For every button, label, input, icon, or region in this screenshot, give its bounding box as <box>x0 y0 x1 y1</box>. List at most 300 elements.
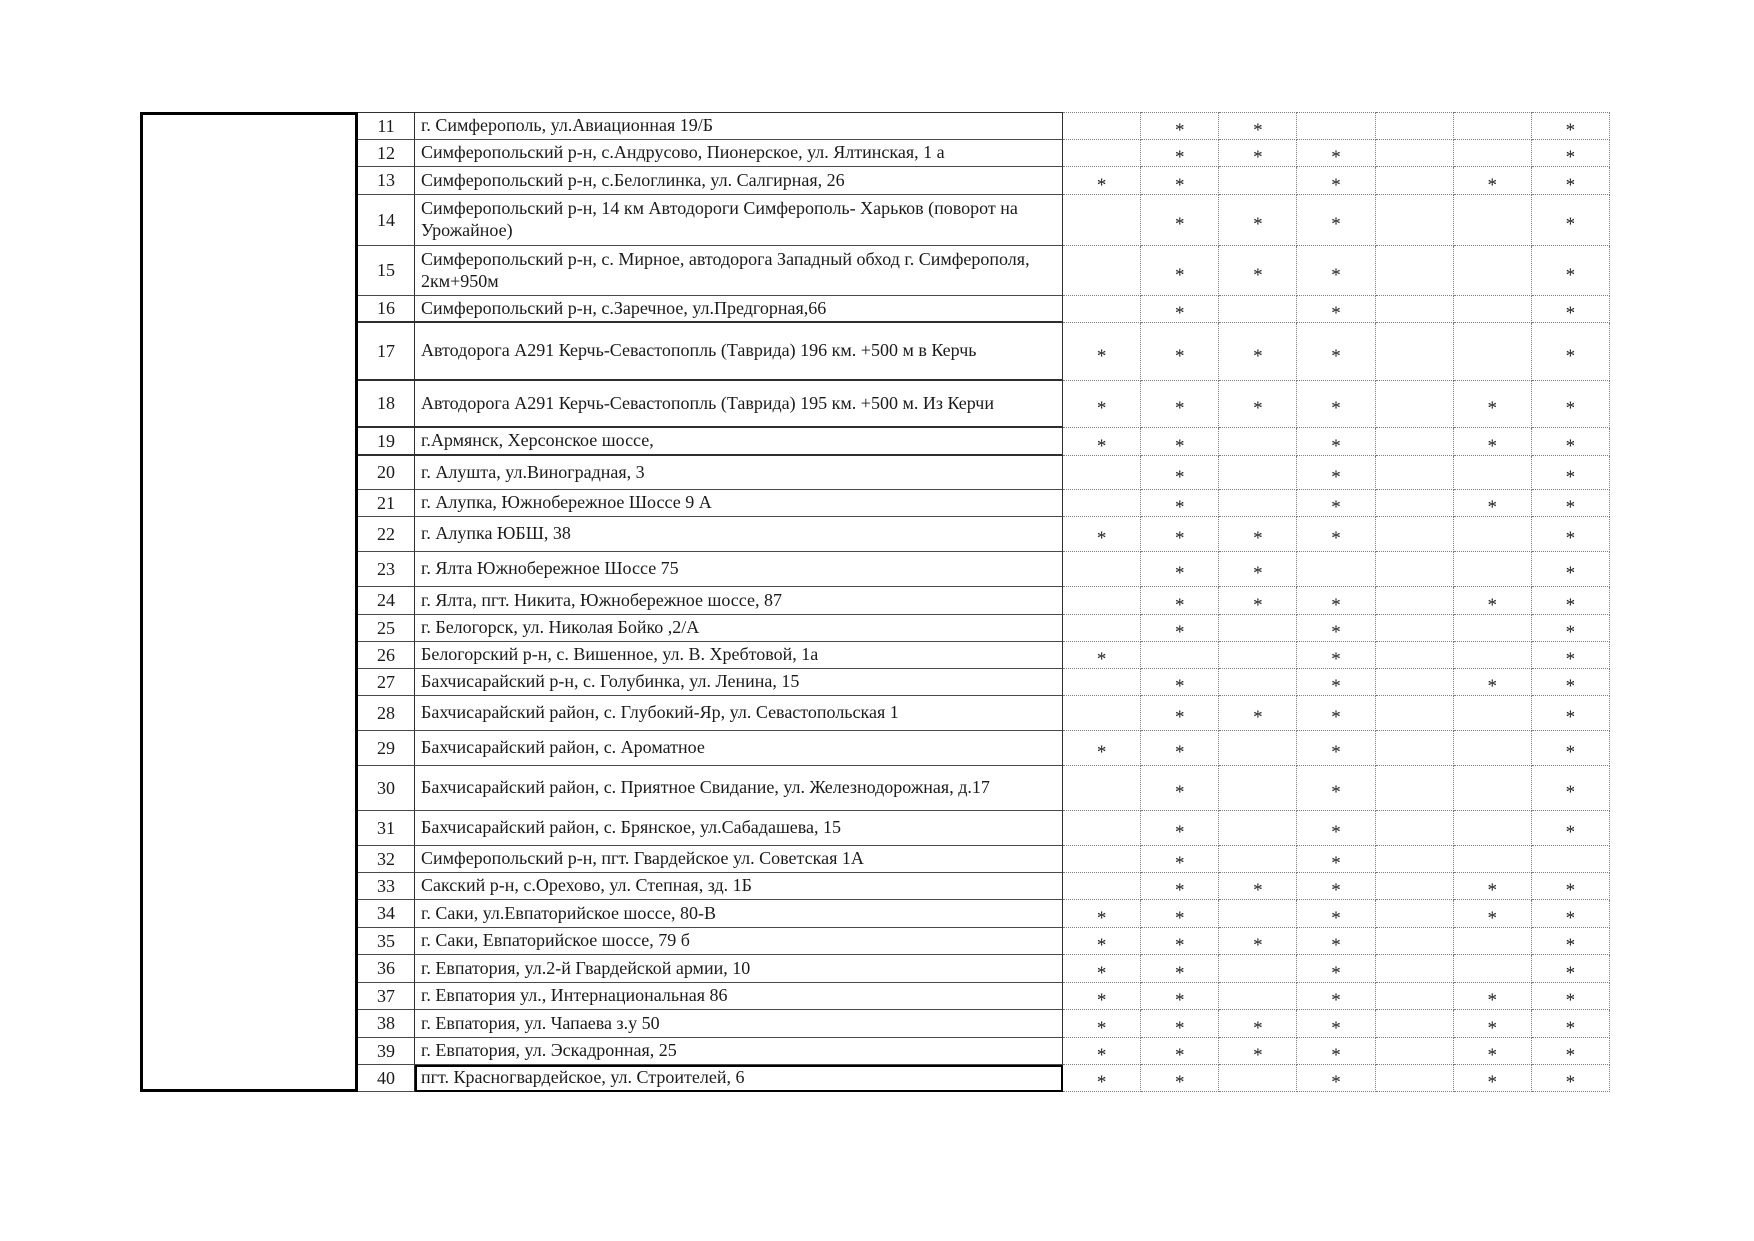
mark-cell <box>1297 167 1375 195</box>
asterisk: * <box>1331 1071 1341 1092</box>
mark-cell <box>1219 246 1297 296</box>
address-cell: Симферопольский р-н, 14 км Автодороги Симферополь- Харьков (поворот на Урожайное) <box>415 195 1063 246</box>
mark-cell <box>1219 456 1297 490</box>
asterisk: * <box>1253 345 1263 367</box>
mark-cell <box>1219 381 1297 428</box>
asterisk: * <box>1565 1017 1576 1038</box>
asterisk: * <box>1565 594 1576 615</box>
asterisk: * <box>1174 264 1185 286</box>
asterisk: * <box>1253 264 1263 286</box>
mark-cell <box>1141 1010 1219 1038</box>
mark-cell <box>1297 615 1375 642</box>
mark-cell <box>1454 873 1532 900</box>
asterisk: * <box>1174 496 1185 517</box>
asterisk: * <box>1487 1071 1498 1092</box>
asterisk: * <box>1331 496 1341 517</box>
asterisk: * <box>1253 562 1263 584</box>
asterisk: * <box>1174 435 1185 456</box>
asterisk: * <box>1565 821 1576 843</box>
mark-cell <box>1454 696 1532 731</box>
mark-cell <box>1532 900 1610 928</box>
mark-cell <box>1063 731 1141 766</box>
address-cell: г. Ялта, пгт. Никита, Южнобережное шоссе, 87 <box>415 587 1063 615</box>
mark-cell <box>1219 615 1297 642</box>
mark-cell <box>1532 246 1610 296</box>
mark-cell <box>1141 296 1219 323</box>
row-number-cell: 30 <box>358 766 415 811</box>
address-cell: г. Евпатория, ул.2-й Гвардейской армии, 10 <box>415 955 1063 983</box>
mark-cell <box>1454 167 1532 195</box>
mark-cell <box>1454 381 1532 428</box>
asterisk: * <box>1174 594 1185 615</box>
address-cell: пгт. Красногвардейское, ул. Строителей, 6 <box>415 1065 1063 1092</box>
address-cell: Симферопольский р-н, с. Мирное, автодорога Западный обход г. Симферополя, 2км+950м <box>415 246 1063 296</box>
asterisk: * <box>1331 174 1341 195</box>
address-cell: Симферопольский р-н, с.Заречное, ул.Предгорная,66 <box>415 296 1063 323</box>
mark-cell <box>1376 731 1454 766</box>
mark-cell <box>1063 517 1141 552</box>
mark-cell <box>1376 955 1454 983</box>
mark-cell <box>1219 642 1297 669</box>
mark-cell <box>1063 112 1141 140</box>
mark-cell <box>1376 167 1454 195</box>
mark-cell <box>1454 811 1532 846</box>
mark-cell <box>1219 552 1297 587</box>
mark-cell <box>1141 928 1219 955</box>
mark-cell <box>1532 615 1610 642</box>
asterisk: * <box>1565 621 1576 642</box>
mark-cell <box>1063 587 1141 615</box>
mark-cell <box>1219 731 1297 766</box>
mark-cell <box>1219 900 1297 928</box>
mark-cell <box>1063 983 1141 1010</box>
asterisk: * <box>1174 527 1185 549</box>
mark-cell <box>1376 696 1454 731</box>
asterisk: * <box>1565 741 1576 763</box>
asterisk: * <box>1096 907 1107 928</box>
asterisk: * <box>1331 879 1341 900</box>
asterisk: * <box>1565 1071 1576 1092</box>
mark-cell <box>1376 587 1454 615</box>
asterisk: * <box>1331 781 1341 803</box>
row-number-cell: 18 <box>358 381 415 428</box>
mark-cell <box>1141 587 1219 615</box>
mark-cell <box>1063 811 1141 846</box>
asterisk: * <box>1096 397 1107 419</box>
mark-cell <box>1141 246 1219 296</box>
mark-cell <box>1454 669 1532 696</box>
row-number-cell: 23 <box>358 552 415 587</box>
mark-cell <box>1297 669 1375 696</box>
mark-cell <box>1297 642 1375 669</box>
asterisk: * <box>1565 146 1576 167</box>
mark-cell <box>1063 696 1141 731</box>
mark-cell <box>1532 928 1610 955</box>
mark-cell <box>1141 1065 1219 1092</box>
mark-cell <box>1141 669 1219 696</box>
asterisk: * <box>1487 174 1498 195</box>
mark-cell <box>1376 456 1454 490</box>
mark-cell <box>1063 552 1141 587</box>
mark-cell <box>1376 490 1454 517</box>
asterisk: * <box>1331 962 1341 983</box>
asterisk: * <box>1174 962 1185 983</box>
asterisk: * <box>1174 821 1185 843</box>
mark-cell <box>1376 669 1454 696</box>
mark-cell <box>1063 246 1141 296</box>
mark-cell <box>1376 195 1454 246</box>
address-cell: Автодорога А291 Керчь-Севастопопль (Таврида) 195 км. +500 м. Из Керчи <box>415 381 1063 428</box>
asterisk: * <box>1174 213 1185 235</box>
address-cell: г. Симферополь, ул.Авиационная 19/Б <box>415 112 1063 140</box>
mark-cell <box>1297 456 1375 490</box>
mark-cell <box>1297 517 1375 552</box>
mark-cell <box>1454 642 1532 669</box>
asterisk: * <box>1253 1044 1263 1065</box>
mark-cell <box>1219 766 1297 811</box>
mark-cell <box>1141 846 1219 873</box>
mark-cell <box>1141 696 1219 731</box>
mark-cell <box>1141 552 1219 587</box>
mark-cell <box>1454 246 1532 296</box>
asterisk: * <box>1331 594 1341 615</box>
mark-cell <box>1297 873 1375 900</box>
mark-cell <box>1219 167 1297 195</box>
asterisk: * <box>1565 213 1576 235</box>
mark-cell <box>1141 983 1219 1010</box>
asterisk: * <box>1174 562 1185 584</box>
asterisk: * <box>1331 435 1341 456</box>
mark-cell <box>1376 1038 1454 1065</box>
address-cell: г.Армянск, Херсонское шоссе, <box>415 428 1063 456</box>
asterisk: * <box>1253 146 1263 167</box>
row-number-cell: 39 <box>358 1038 415 1065</box>
mark-cell <box>1454 615 1532 642</box>
mark-cell <box>1063 428 1141 456</box>
asterisk: * <box>1331 621 1341 642</box>
asterisk: * <box>1096 741 1107 763</box>
row-number-cell: 33 <box>358 873 415 900</box>
mark-cell <box>1219 428 1297 456</box>
mark-cell <box>1454 766 1532 811</box>
mark-cell <box>1376 552 1454 587</box>
mark-cell <box>1141 766 1219 811</box>
mark-cell <box>1454 900 1532 928</box>
mark-cell <box>1297 552 1375 587</box>
mark-cell <box>1532 642 1610 669</box>
asterisk: * <box>1174 345 1185 367</box>
mark-cell <box>1376 428 1454 456</box>
mark-cell <box>1454 517 1532 552</box>
mark-cell <box>1141 811 1219 846</box>
mark-cell <box>1376 323 1454 381</box>
mark-cell <box>1376 846 1454 873</box>
mark-cell <box>1532 731 1610 766</box>
address-cell: Симферопольский р-н, с.Андрусово, Пионерское, ул. Ялтинская, 1 а <box>415 140 1063 167</box>
address-cell: г. Евпатория, ул. Эскадронная, 25 <box>415 1038 1063 1065</box>
row-number-cell: 21 <box>358 490 415 517</box>
mark-cell <box>1532 696 1610 731</box>
mark-cell <box>1454 140 1532 167</box>
asterisk: * <box>1096 989 1107 1010</box>
address-cell: Бахчисарайский район, с. Ароматное <box>415 731 1063 766</box>
mark-cell <box>1063 873 1141 900</box>
mark-cell <box>1454 323 1532 381</box>
mark-cell <box>1297 140 1375 167</box>
address-cell: г. Саки, ул.Евпаторийское шоссе, 80-В <box>415 900 1063 928</box>
row-number-cell: 38 <box>358 1010 415 1038</box>
asterisk: * <box>1331 934 1341 955</box>
mark-cell <box>1532 983 1610 1010</box>
mark-cell <box>1063 456 1141 490</box>
mark-cell <box>1141 381 1219 428</box>
mark-cell <box>1454 983 1532 1010</box>
mark-cell <box>1063 296 1141 323</box>
mark-cell <box>1063 195 1141 246</box>
mark-cell <box>1141 140 1219 167</box>
mark-cell <box>1532 1065 1610 1092</box>
mark-cell <box>1219 873 1297 900</box>
asterisk: * <box>1174 675 1185 696</box>
mark-cell <box>1297 1065 1375 1092</box>
mark-cell <box>1141 323 1219 381</box>
mark-cell <box>1376 928 1454 955</box>
asterisk: * <box>1174 119 1185 140</box>
mark-cell <box>1063 766 1141 811</box>
asterisk: * <box>1174 174 1185 195</box>
asterisk: * <box>1174 907 1185 928</box>
mark-cell <box>1454 552 1532 587</box>
asterisk: * <box>1487 879 1498 900</box>
mark-cell <box>1376 811 1454 846</box>
mark-cell <box>1141 1038 1219 1065</box>
mark-cell <box>1297 323 1375 381</box>
mark-cell <box>1454 955 1532 983</box>
asterisk: * <box>1565 962 1576 983</box>
asterisk: * <box>1565 174 1576 195</box>
mark-cell <box>1454 846 1532 873</box>
asterisk: * <box>1174 741 1185 763</box>
row-number-cell: 32 <box>358 846 415 873</box>
mark-cell <box>1063 642 1141 669</box>
mark-cell <box>1532 587 1610 615</box>
address-cell: г. Евпатория ул., Интернациональная 86 <box>415 983 1063 1010</box>
asterisk: * <box>1487 675 1498 696</box>
mark-cell <box>1532 428 1610 456</box>
asterisk: * <box>1331 527 1341 549</box>
empty-left-merged-cell <box>140 112 358 1092</box>
mark-cell <box>1376 1065 1454 1092</box>
mark-cell <box>1376 766 1454 811</box>
mark-cell <box>1219 517 1297 552</box>
asterisk: * <box>1565 264 1576 286</box>
mark-cell <box>1532 811 1610 846</box>
mark-cell <box>1219 1010 1297 1038</box>
mark-cell <box>1219 955 1297 983</box>
row-number-cell: 27 <box>358 669 415 696</box>
address-cell: Бахчисарайский район, с. Брянское, ул.Сабадашева, 15 <box>415 811 1063 846</box>
mark-cell <box>1219 587 1297 615</box>
row-number-cell: 16 <box>358 296 415 323</box>
row-number-cell: 17 <box>358 323 415 381</box>
asterisk: * <box>1331 821 1341 843</box>
mark-cell <box>1532 167 1610 195</box>
asterisk: * <box>1565 781 1576 803</box>
mark-cell <box>1532 846 1610 873</box>
address-cell: Сакский р-н, с.Орехово, ул. Степная, зд. 1Б <box>415 873 1063 900</box>
mark-cell <box>1376 642 1454 669</box>
asterisk: * <box>1487 594 1498 615</box>
row-number-cell: 12 <box>358 140 415 167</box>
asterisk: * <box>1565 989 1576 1010</box>
mark-cell <box>1297 900 1375 928</box>
mark-cell <box>1063 167 1141 195</box>
mark-cell <box>1454 731 1532 766</box>
mark-cell <box>1219 195 1297 246</box>
address-cell: Бахчисарайский район, с. Приятное Свидание, ул. Железнодорожная, д.17 <box>415 766 1063 811</box>
asterisk: * <box>1174 989 1185 1010</box>
mark-cell <box>1297 490 1375 517</box>
asterisk: * <box>1253 706 1263 728</box>
asterisk: * <box>1253 934 1263 955</box>
mark-cell <box>1063 323 1141 381</box>
asterisk: * <box>1565 397 1576 419</box>
mark-cell <box>1141 490 1219 517</box>
address-cell: г. Белогорск, ул. Николая Бойко ,2/А <box>415 615 1063 642</box>
mark-cell <box>1141 873 1219 900</box>
mark-cell <box>1297 766 1375 811</box>
row-number-cell: 25 <box>358 615 415 642</box>
mark-cell <box>1454 587 1532 615</box>
asterisk: * <box>1096 1044 1107 1065</box>
mark-cell <box>1376 381 1454 428</box>
mark-cell <box>1219 490 1297 517</box>
mark-cell <box>1219 696 1297 731</box>
asterisk: * <box>1331 907 1341 928</box>
address-cell: Симферопольский р-н, пгт. Гвардейское ул. Советская 1А <box>415 846 1063 873</box>
asterisk: * <box>1565 706 1576 728</box>
asterisk: * <box>1096 345 1107 367</box>
mark-cell <box>1219 1038 1297 1065</box>
mark-cell <box>1532 456 1610 490</box>
mark-cell <box>1532 669 1610 696</box>
asterisk: * <box>1174 934 1185 955</box>
mark-cell <box>1141 955 1219 983</box>
mark-cell <box>1063 615 1141 642</box>
mark-cell <box>1297 983 1375 1010</box>
asterisk: * <box>1174 852 1185 873</box>
mark-cell <box>1376 140 1454 167</box>
mark-cell <box>1219 140 1297 167</box>
mark-cell <box>1297 381 1375 428</box>
mark-cell <box>1532 517 1610 552</box>
row-number-cell: 37 <box>358 983 415 1010</box>
mark-cell <box>1063 669 1141 696</box>
address-cell: г. Ялта Южнобережное Шоссе 75 <box>415 552 1063 587</box>
asterisk: * <box>1331 741 1341 763</box>
mark-cell <box>1376 615 1454 642</box>
asterisk: * <box>1331 648 1341 669</box>
mark-cell <box>1063 1010 1141 1038</box>
address-cell: Автодорога А291 Керчь-Севастопопль (Таврида) 196 км. +500 м в Керчь <box>415 323 1063 381</box>
row-number-cell: 14 <box>358 195 415 246</box>
mark-cell <box>1297 955 1375 983</box>
mark-cell <box>1297 195 1375 246</box>
mark-cell <box>1532 296 1610 323</box>
asterisk: * <box>1487 989 1498 1010</box>
row-number-cell: 24 <box>358 587 415 615</box>
address-cell: Бахчисарайский район, с. Глубокий-Яр, ул. Севастопольская 1 <box>415 696 1063 731</box>
asterisk: * <box>1096 934 1107 955</box>
mark-cell <box>1454 195 1532 246</box>
mark-cell <box>1063 490 1141 517</box>
row-number-cell: 15 <box>358 246 415 296</box>
row-number-cell: 26 <box>358 642 415 669</box>
address-cell: Белогорский р-н, с. Вишенное, ул. В. Хребтовой, 1а <box>415 642 1063 669</box>
asterisk: * <box>1565 527 1576 549</box>
mark-cell <box>1219 323 1297 381</box>
asterisk: * <box>1253 397 1263 419</box>
asterisk: * <box>1174 621 1185 642</box>
asterisk: * <box>1565 907 1576 928</box>
asterisk: * <box>1174 146 1185 167</box>
mark-cell <box>1141 900 1219 928</box>
asterisk: * <box>1565 879 1576 900</box>
row-number-cell: 29 <box>358 731 415 766</box>
asterisk: * <box>1174 302 1185 323</box>
asterisk: * <box>1331 213 1341 235</box>
row-number-cell: 13 <box>358 167 415 195</box>
row-number-cell: 31 <box>358 811 415 846</box>
asterisk: * <box>1174 1044 1185 1065</box>
mark-cell <box>1063 928 1141 955</box>
asterisk: * <box>1565 1044 1576 1065</box>
address-cell: г. Алушта, ул.Виноградная, 3 <box>415 456 1063 490</box>
asterisk: * <box>1174 1017 1185 1038</box>
mark-cell <box>1454 490 1532 517</box>
mark-cell <box>1376 296 1454 323</box>
mark-cell <box>1297 428 1375 456</box>
mark-cell <box>1141 456 1219 490</box>
asterisk: * <box>1096 648 1107 669</box>
mark-cell <box>1376 873 1454 900</box>
row-number-cell: 34 <box>358 900 415 928</box>
asterisk: * <box>1331 706 1341 728</box>
asterisk: * <box>1096 435 1107 456</box>
asterisk: * <box>1331 1044 1341 1065</box>
asterisk: * <box>1174 706 1185 728</box>
mark-cell <box>1141 195 1219 246</box>
mark-cell <box>1532 873 1610 900</box>
mark-cell <box>1532 140 1610 167</box>
mark-cell <box>1454 428 1532 456</box>
address-cell: г. Саки, Евпаторийское шоссе, 79 б <box>415 928 1063 955</box>
mark-cell <box>1376 1010 1454 1038</box>
mark-cell <box>1219 811 1297 846</box>
mark-cell <box>1219 983 1297 1010</box>
asterisk: * <box>1174 781 1185 803</box>
asterisk: * <box>1565 302 1576 323</box>
mark-cell <box>1532 381 1610 428</box>
row-number-cell: 19 <box>358 428 415 456</box>
asterisk: * <box>1565 562 1576 584</box>
address-table <box>140 112 1610 1092</box>
asterisk: * <box>1096 962 1107 983</box>
mark-cell <box>1532 552 1610 587</box>
row-number-cell: 28 <box>358 696 415 731</box>
asterisk: * <box>1096 527 1107 549</box>
mark-cell <box>1219 846 1297 873</box>
